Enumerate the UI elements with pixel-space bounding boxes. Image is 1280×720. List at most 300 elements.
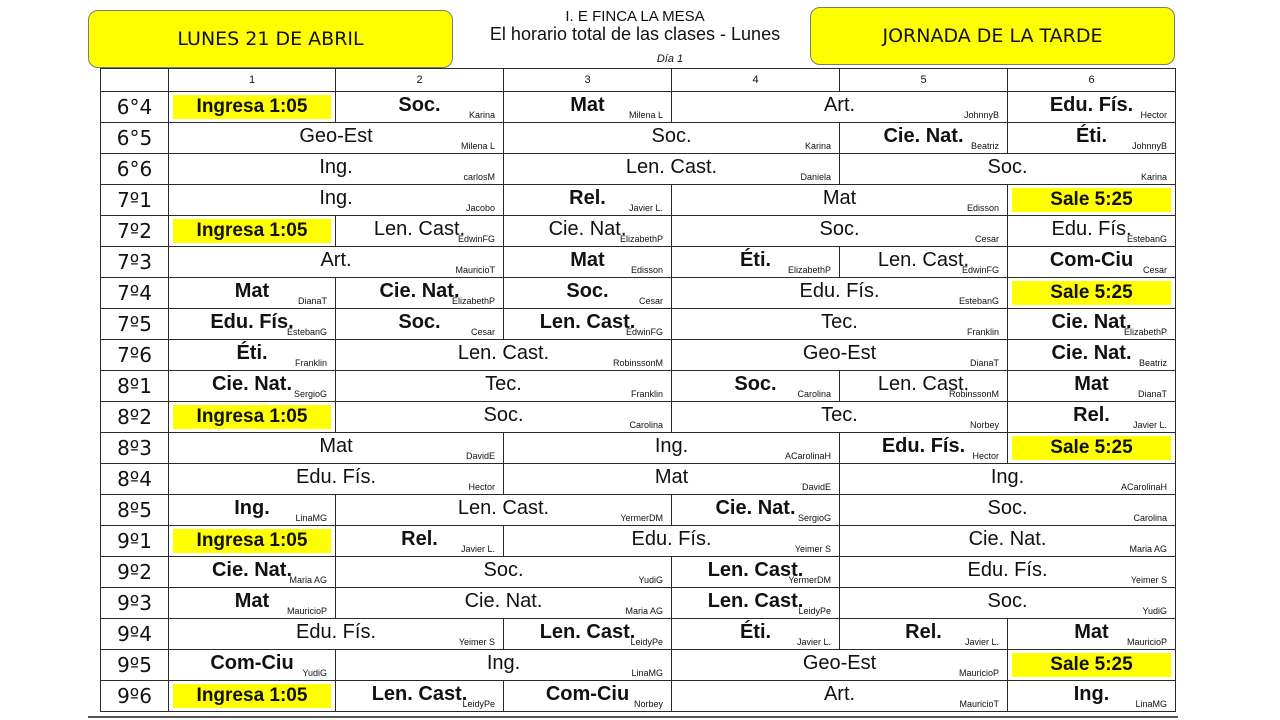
teacher-label: LinaMG [631,668,663,678]
class-cell [672,216,1008,247]
teacher-label: Javier L. [460,544,495,554]
class-cell [336,557,672,588]
teacher-label: YudiG [302,668,327,678]
subject-label: Len. Cast. [371,683,468,705]
teacher-label: Carolina [629,420,663,430]
class-cell [169,495,336,526]
class-cell [336,309,504,340]
class-cell [336,681,504,712]
subject-label: Cie. Nat. [1051,311,1132,333]
subject-label: Len. Cast. [625,156,718,178]
subject-label: Rel. [569,187,606,209]
subject-label: Soc. [483,559,524,581]
teacher-label: RobinssonM [612,358,663,368]
teacher-label: EstebanG [958,296,999,306]
schedule-note: Ingresa 1:05 [173,405,331,429]
class-cell [672,557,840,588]
subject-label: Len. Cast. [877,249,970,271]
subject-label: Mat [822,187,857,209]
subject-label: Geo-Est [299,125,373,147]
teacher-label: DianaT [1137,389,1167,399]
subject-label: Ing. [1073,683,1110,705]
subject-label: Cie. Nat. [548,218,627,240]
subject-label: Cie. Nat. [211,373,293,395]
table-row [101,92,1176,123]
group-cell: 8º2 [101,402,169,433]
teacher-label: Yeimer S [794,544,831,554]
class-cell [1008,402,1176,433]
group-cell: 7º3 [101,247,169,278]
teacher-label: EstebanG [1126,234,1167,244]
class-cell [672,619,840,650]
subject-label: Soc. [483,404,524,426]
class-cell [169,464,504,495]
schedule-note: Ingresa 1:05 [173,95,331,119]
table-row [101,588,1176,619]
column-header: 2 [336,69,504,92]
class-cell [336,340,672,371]
schedule-table [100,68,1176,712]
class-cell [169,154,504,185]
subject-label: Mat [570,94,605,116]
page-title: El horario total de las clases - Lunes [489,24,781,44]
teacher-label: Franklin [630,389,663,399]
class-cell [504,154,840,185]
group-cell: 8º1 [101,371,169,402]
subject-label: Ing. [319,187,353,209]
date-banner-text: LUNES 21 DE ABRIL [177,28,364,50]
class-cell [840,464,1176,495]
class-cell [1008,92,1176,123]
teacher-label: DianaT [297,296,327,306]
class-cell [169,650,336,681]
highlight-cell [169,402,336,433]
teacher-label: DavidE [801,482,831,492]
subject-label: Edu. Fís. [295,621,377,643]
corner-cell [101,69,169,92]
teacher-label: Karina [1140,172,1167,182]
subject-label: Cie. Nat. [1051,342,1132,364]
subject-label: Len. Cast. [457,497,550,519]
class-cell [336,526,504,557]
teacher-label: MauricioT [959,699,999,709]
class-cell [169,123,504,154]
class-cell [840,123,1008,154]
schedule-note: Sale 5:25 [1012,281,1171,305]
class-cell [672,402,1008,433]
teacher-label: YermerDM [788,575,831,585]
class-cell [840,526,1176,557]
subject-label: Edu. Fís. [1049,94,1134,116]
subject-label: Éti. [739,249,772,271]
teacher-label: Javier L. [628,203,663,213]
teacher-label: MauricioP [286,606,327,616]
class-cell [840,154,1176,185]
teacher-label: EstebanG [286,327,327,337]
teacher-label: LinaMG [295,513,327,523]
class-cell [169,247,504,278]
teacher-label: SergioG [293,389,327,399]
table-row [101,247,1176,278]
teacher-label: YermerDM [620,513,663,523]
highlight-cell [1008,185,1176,216]
class-cell [169,185,504,216]
teacher-label: Milena L [460,141,495,151]
subject-label: Ing. [654,435,689,457]
subject-label: Cie. Nat. [883,125,964,147]
teacher-label: Yeimer S [1130,575,1167,585]
teacher-label: ACarolinaH [784,451,831,461]
subject-label: Cie. Nat. [464,590,543,612]
class-cell [169,371,336,402]
schedule-body [101,92,1176,712]
class-cell [169,557,336,588]
teacher-label: Milena L [628,110,663,120]
group-cell: 7º6 [101,340,169,371]
subject-label: Cie. Nat. [715,497,796,519]
subject-label: Ing. [234,497,270,519]
teacher-label: YudiG [1142,606,1167,616]
group-cell: 9º6 [101,681,169,712]
school-title: I. E FINCA LA MESA [565,8,705,24]
teacher-label: Norbey [969,420,999,430]
teacher-label: Edisson [966,203,999,213]
teacher-label: Daniela [800,172,831,182]
teacher-label: Carolina [1133,513,1167,523]
class-cell [672,92,1008,123]
table-row [101,433,1176,464]
subject-label: Rel. [1073,404,1110,426]
header-row [101,69,1176,92]
table-row [101,309,1176,340]
table-row [101,216,1176,247]
schedule-note: Ingresa 1:05 [173,529,331,553]
class-cell [840,557,1176,588]
subject-label: Soc. [819,218,860,240]
class-cell [504,309,672,340]
subject-label: Soc. [651,125,692,147]
subject-label: Len. Cast. [877,373,970,395]
class-cell [672,278,1008,309]
class-cell [1008,619,1176,650]
subject-label: Soc. [398,94,441,116]
subject-label: Soc. [734,373,777,395]
class-cell [1008,681,1176,712]
table-row [101,681,1176,712]
column-header: 6 [1008,69,1176,92]
subject-label: Art. [320,249,352,271]
teacher-label: MauricioP [958,668,999,678]
teacher-label: Cesar [1142,265,1167,275]
highlight-cell [169,92,336,123]
subject-label: Len. Cast. [707,559,804,581]
subject-label: Cie. Nat. [968,528,1047,550]
subject-label: Ing. [486,652,521,674]
group-cell: 7º4 [101,278,169,309]
class-cell [1008,216,1176,247]
teacher-label: LeidyPe [798,606,831,616]
teacher-label: DavidE [465,451,495,461]
subject-label: Rel. [401,528,438,550]
schedule-note: Ingresa 1:05 [173,684,331,708]
subject-label: Rel. [905,621,942,643]
class-cell [1008,247,1176,278]
subject-label: Mat [234,590,270,612]
class-cell [672,681,1008,712]
group-cell: 7º5 [101,309,169,340]
class-cell [1008,309,1176,340]
teacher-label: Maria AG [625,606,663,616]
class-cell [840,247,1008,278]
group-cell: 6°4 [101,92,169,123]
highlight-cell [1008,278,1176,309]
highlight-cell [1008,433,1176,464]
subject-label: Soc. [566,280,609,302]
subject-label: Mat [570,249,605,271]
class-cell [840,433,1008,464]
subject-label: Cie. Nat. [379,280,460,302]
column-header: 5 [840,69,1008,92]
class-cell [504,92,672,123]
table-row [101,278,1176,309]
subject-label: Ing. [319,156,353,178]
subject-label: Tec. [821,404,858,426]
subject-label: Éti. [1075,125,1108,147]
teacher-label: Cesar [470,327,495,337]
class-cell [672,185,1008,216]
class-cell [672,309,1008,340]
column-header: 3 [504,69,672,92]
subject-label: Len. Cast. [373,218,466,240]
table-row [101,526,1176,557]
subject-label: Cie. Nat. [211,559,293,581]
group-cell: 9º1 [101,526,169,557]
class-cell [169,433,504,464]
subject-label: Com-Ciu [210,652,294,674]
table-row [101,495,1176,526]
teacher-label: DianaT [969,358,999,368]
class-cell [672,495,840,526]
class-cell [672,650,1008,681]
divider [88,716,1178,718]
teacher-label: MauricioT [455,265,495,275]
highlight-cell [169,681,336,712]
teacher-label: Norbey [633,699,663,709]
class-cell [169,340,336,371]
class-cell [672,588,840,619]
table-row [101,650,1176,681]
group-cell: 6°6 [101,154,169,185]
table-row [101,371,1176,402]
class-cell [1008,340,1176,371]
teacher-label: ElizabethP [451,296,495,306]
teacher-label: SergioG [797,513,831,523]
teacher-label: Maria AG [289,575,327,585]
subject-label: Art. [823,94,856,116]
subject-label: Mat [234,280,270,302]
table-row [101,340,1176,371]
table-row [101,402,1176,433]
column-header: 4 [672,69,840,92]
teacher-label: Hector [468,482,495,492]
class-cell [336,216,504,247]
teacher-label: LeidyPe [462,699,495,709]
group-cell: 9º4 [101,619,169,650]
teacher-label: LinaMG [1135,699,1167,709]
subject-label: Edu. Fís. [295,466,377,488]
column-header: 1 [169,69,336,92]
teacher-label: Hector [1140,110,1167,120]
highlight-cell [169,216,336,247]
schedule-note: Sale 5:25 [1012,188,1171,212]
subject-label: Len. Cast. [539,311,636,333]
day-label: Día 1 [656,53,684,65]
group-cell: 8º4 [101,464,169,495]
subject-label: Art. [823,683,856,705]
subject-label: Ing. [990,466,1025,488]
class-cell [672,371,840,402]
subject-label: Mat [1074,373,1109,395]
table-row [101,557,1176,588]
teacher-label: ElizabethP [1123,327,1167,337]
subject-label: Soc. [398,311,441,333]
subject-label: Geo-Est [802,342,877,364]
subject-label: Tec. [821,311,858,333]
subject-label: Edu. Fís. [799,280,880,302]
teacher-label: carlosM [463,172,495,182]
table-row [101,185,1176,216]
teacher-label: Javier L. [1132,420,1167,430]
subject-label: Éti. [236,342,268,364]
teacher-label: LeidyPe [630,637,663,647]
group-cell: 9º2 [101,557,169,588]
class-cell [336,495,672,526]
class-cell [169,588,336,619]
teacher-label: Javier L. [796,637,831,647]
class-cell [1008,371,1176,402]
teacher-label: EdwinFG [961,265,999,275]
class-cell [504,247,672,278]
class-cell [504,216,672,247]
subject-label: Éti. [739,621,772,643]
shift-banner-text: JORNADA DE LA TARDE [882,25,1103,47]
teacher-label: Maria AG [1129,544,1167,554]
group-cell: 7º2 [101,216,169,247]
group-cell: 8º5 [101,495,169,526]
subject-label: Geo-Est [802,652,877,674]
class-cell [336,92,504,123]
group-cell: 8º3 [101,433,169,464]
teacher-label: MauricioP [1126,637,1167,647]
class-cell [840,588,1176,619]
group-cell: 6°5 [101,123,169,154]
teacher-label: JohnnyB [963,110,999,120]
teacher-label: Franklin [966,327,999,337]
teacher-label: Carolina [797,389,831,399]
class-cell [1008,123,1176,154]
teacher-label: ACarolinaH [1120,482,1167,492]
teacher-label: Cesar [974,234,999,244]
highlight-cell [169,526,336,557]
class-cell [672,247,840,278]
table-row [101,154,1176,185]
teacher-label: Beatriz [1138,358,1167,368]
subject-label: Len. Cast. [707,590,804,612]
teacher-label: RobinssonM [948,389,999,399]
subject-label: Len. Cast. [539,621,636,643]
class-cell [169,278,336,309]
teacher-label: EdwinFG [457,234,495,244]
teacher-label: JohnnyB [1131,141,1167,151]
date-banner [88,10,453,68]
class-cell [336,588,672,619]
subject-label: Soc. [987,497,1028,519]
table-row [101,123,1176,154]
class-cell [504,278,672,309]
class-cell [504,526,840,557]
group-cell: 9º3 [101,588,169,619]
class-cell [504,681,672,712]
class-cell [169,309,336,340]
subject-label: Mat [319,435,353,457]
teacher-label: Cesar [638,296,663,306]
class-cell [336,371,672,402]
schedule-note: Sale 5:25 [1012,653,1171,677]
class-cell [840,619,1008,650]
group-cell: 7º1 [101,185,169,216]
teacher-label: Karina [468,110,495,120]
subject-label: Edu. Fís. [967,559,1048,581]
teacher-label: Karina [804,141,831,151]
teacher-label: YudiG [638,575,663,585]
subject-label: Edu. Fís. [881,435,966,457]
highlight-cell [1008,650,1176,681]
class-cell [504,433,840,464]
subject-label: Edu. Fís. [210,311,294,333]
teacher-label: Edisson [630,265,663,275]
subject-label: Len. Cast. [457,342,550,364]
class-cell [840,495,1176,526]
class-cell [169,619,504,650]
class-cell [336,650,672,681]
teacher-label: Jacobo [465,203,495,213]
subject-label: Soc. [987,590,1028,612]
subject-label: Com-Ciu [545,683,630,705]
class-cell [504,123,840,154]
teacher-label: ElizabethP [787,265,831,275]
table-row [101,464,1176,495]
teacher-label: Beatriz [970,141,999,151]
teacher-label: EdwinFG [625,327,663,337]
class-cell [672,340,1008,371]
group-cell: 9º5 [101,650,169,681]
subject-label: Tec. [485,373,522,395]
class-cell [504,619,672,650]
schedule-note: Ingresa 1:05 [173,219,331,243]
subject-label: Soc. [987,156,1028,178]
subject-label: Com-Ciu [1049,249,1134,271]
class-cell [504,464,840,495]
subject-label: Edu. Fís. [631,528,712,550]
class-cell [336,402,672,433]
subject-label: Edu. Fís. [1051,218,1132,240]
class-cell [840,371,1008,402]
teacher-label: Hector [972,451,999,461]
subject-label: Mat [1074,621,1109,643]
teacher-label: Javier L. [964,637,999,647]
subject-label: Mat [654,466,689,488]
class-cell [336,278,504,309]
